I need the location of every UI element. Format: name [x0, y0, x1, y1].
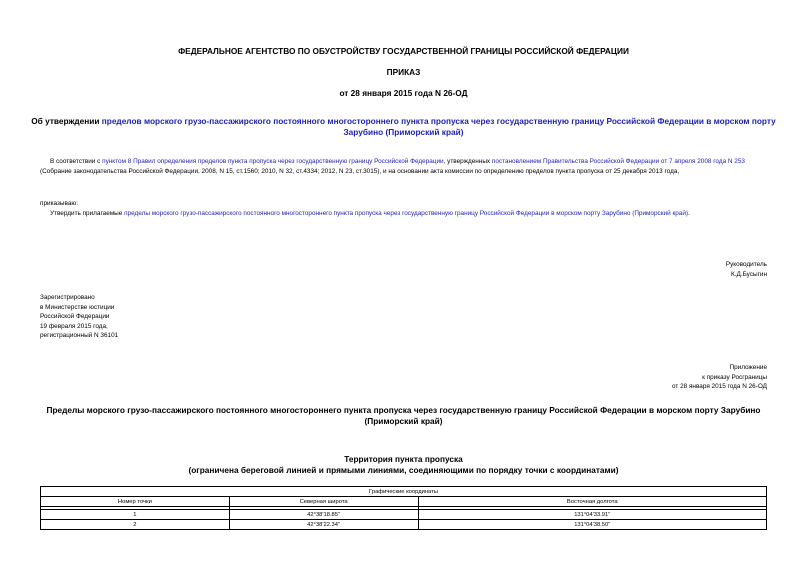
table-cell: 131°04'38.50" — [418, 520, 767, 530]
appendix-line-3: от 28 января 2015 года N 26-ОД — [671, 383, 767, 390]
table-caption: Графические координаты — [41, 487, 767, 497]
order-title-link[interactable]: пределов морского грузо-пассажирского постоянного многостороннего пункта пропуска через государственную границу Российской Федерации в морском порту Зарубино (Приморский край) — [101, 116, 776, 137]
preamble-text-1: В соответствии с — [50, 158, 103, 165]
table-caption-row — [41, 487, 767, 497]
appendix-block — [560, 363, 767, 392]
signature-block — [560, 260, 767, 279]
registration-line-4: 19 февраля 2015 года, — [40, 322, 108, 330]
registration-line-2: в Министерстве юстиции — [40, 303, 115, 311]
table-cell: 42°38'22.34" — [229, 520, 418, 530]
column-header: Восточная долгота — [418, 497, 767, 507]
registration-block — [40, 293, 240, 341]
table-row — [41, 510, 767, 520]
table-row — [41, 520, 767, 530]
rules-link[interactable]: пунктом 8 Правил определения пределов пункта пропуска через государственную границу Российской Федерации — [102, 158, 444, 165]
appendix-line-2: к приказу Росграницы — [702, 373, 767, 381]
table-cell: 1 — [41, 510, 230, 520]
territory-title: Территория пункта пропуска — [344, 454, 463, 464]
table-cell: 131°04'33.91" — [418, 510, 767, 520]
signature-position: Руководитель — [725, 261, 767, 268]
order-title-prefix: Об утверждении — [31, 116, 102, 126]
order-title — [30, 116, 777, 138]
order-verb: приказываю: — [40, 200, 78, 207]
table-header-row — [41, 497, 767, 507]
registration-line-1: Зарегистрировано — [40, 294, 95, 301]
limits-title: Пределы морского грузо-пассажирского постоянного многостороннего пункта пропуска через государственную границу Российской Федерации в морском порту Зарубино (Приморский край) — [46, 405, 761, 426]
table-cell: 42°38'18.85" — [229, 510, 418, 520]
territory-subtitle: (ограничена береговой линией и прямыми линиями, соединяющими по порядку точки с координатами) — [188, 465, 619, 475]
table-cell: 2 — [41, 520, 230, 530]
registration-line-5: регистрационный N 36101 — [40, 332, 119, 339]
preamble-text-3: (Собрание законодательства Российской Федерации, 2008, N 15, ст.1560; 2010, N 32, ст.4334; 2012, N 23, ст.3015), и на основании акта комиссии по определению пределов пункта пропуска от 25 декабря 2013 года, — [40, 167, 680, 175]
column-header: Номер точки — [41, 497, 230, 507]
limits-link[interactable]: пределы морского грузо-пассажирского постоянного многостороннего пункта пропуска через государственную границу Российской Федерации в морском порту Зарубино (Приморский край) — [124, 210, 689, 217]
approve-paragraph — [40, 209, 767, 219]
resolution-link[interactable]: постановлением Правительства Российской Федерации от 7 апреля 2008 года N 253 — [491, 158, 745, 165]
signature-name: К.Д.Бусыгин — [731, 270, 767, 278]
registration-line-3: Российской Федерации — [40, 313, 110, 320]
order-date: от 28 января 2015 года N 26-ОД — [339, 88, 468, 98]
column-header: Северная широта — [229, 497, 418, 507]
coordinates-table — [40, 486, 767, 530]
agency-name: ФЕДЕРАЛЬНОЕ АГЕНТСТВО ПО ОБУСТРОЙСТВУ ГОСУДАРСТВЕННОЙ ГРАНИЦЫ РОССИЙСКОЙ ФЕДЕРАЦИИ — [178, 46, 629, 56]
approve-text: Утвердить прилагаемые — [50, 210, 125, 217]
appendix-line-1: Приложение — [729, 364, 767, 371]
territory-heading — [0, 454, 807, 476]
preamble-paragraph — [40, 157, 767, 176]
order-heading: ПРИКАЗ — [386, 67, 421, 77]
preamble-text-2: , утвержденных — [443, 158, 492, 165]
approve-period: . — [688, 210, 690, 217]
